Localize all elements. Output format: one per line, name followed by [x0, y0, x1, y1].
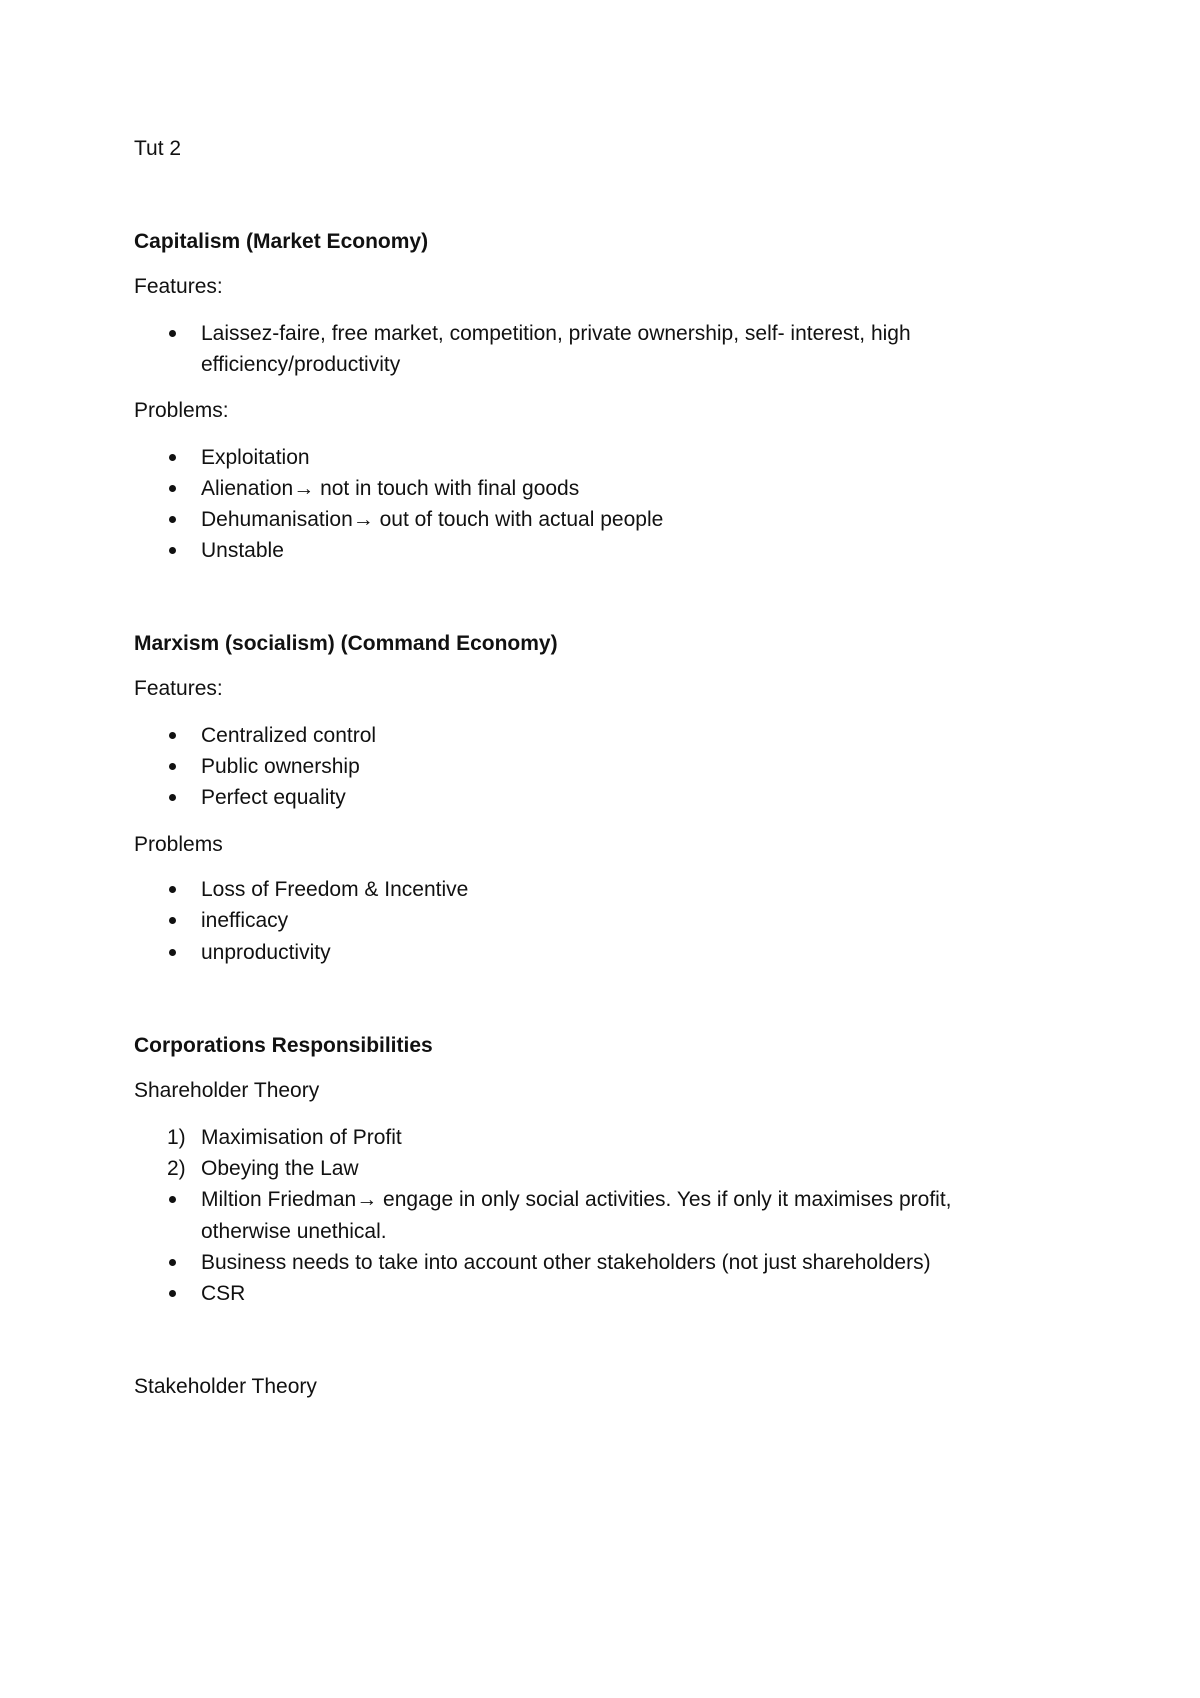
marxism-problem-item: inefficacy [201, 909, 289, 932]
bullet-icon [169, 949, 176, 956]
capitalism-problem-item: Dehumanisation→ out of touch with actual people [201, 508, 664, 531]
numbered-item: Obeying the Law [201, 1157, 359, 1180]
bullet-icon [169, 516, 176, 523]
capitalism-feature-line: efficiency/productivity [201, 353, 401, 376]
document-title: Tut 2 [134, 137, 182, 160]
bullet-icon [169, 763, 176, 770]
corporations-bullet-line: Miltion Friedman→ engage in only social activities. Yes if only it maximises profit, [201, 1188, 952, 1211]
marxism-features-label: Features: [134, 677, 223, 700]
bullet-icon [169, 732, 176, 739]
marxism-problem-item: Loss of Freedom & Incentive [201, 878, 469, 901]
capitalism-features-label: Features: [134, 275, 223, 298]
marxism-feature-item: Perfect equality [201, 786, 346, 809]
bullet-icon [169, 1196, 176, 1203]
capitalism-feature-line: Laissez-faire, free market, competition, private ownership, self- interest, high [201, 322, 911, 345]
marxism-heading: Marxism (socialism) (Command Economy) [134, 632, 558, 655]
bullet-icon [169, 1290, 176, 1297]
capitalism-problem-item: Unstable [201, 539, 284, 562]
bullet-icon [169, 330, 176, 337]
marxism-problem-item: unproductivity [201, 941, 331, 964]
corporations-bullet-line: otherwise unethical. [201, 1220, 387, 1243]
marxism-feature-item: Centralized control [201, 724, 377, 747]
list-number: 1) [167, 1126, 186, 1149]
bullet-icon [169, 454, 176, 461]
bullet-icon [169, 794, 176, 801]
capitalism-heading: Capitalism (Market Economy) [134, 230, 429, 253]
list-number: 2) [167, 1157, 186, 1180]
capitalism-problem-item: Exploitation [201, 446, 310, 469]
capitalism-problems-label: Problems: [134, 399, 229, 422]
capitalism-problem-item: Alienation→ not in touch with final goods [201, 477, 580, 500]
marxism-feature-item: Public ownership [201, 755, 360, 778]
marxism-problems-label: Problems [134, 833, 223, 856]
bullet-icon [169, 547, 176, 554]
corporations-bullet-line: CSR [201, 1282, 246, 1305]
bullet-icon [169, 1259, 176, 1266]
bullet-icon [169, 917, 176, 924]
numbered-item: Maximisation of Profit [201, 1126, 402, 1149]
corporations-heading: Corporations Responsibilities [134, 1034, 433, 1057]
bullet-icon [169, 485, 176, 492]
shareholder-theory-label: Shareholder Theory [134, 1079, 320, 1102]
corporations-bullet-line: Business needs to take into account other stakeholders (not just shareholders) [201, 1251, 931, 1274]
stakeholder-theory-label: Stakeholder Theory [134, 1375, 317, 1398]
bullet-icon [169, 886, 176, 893]
